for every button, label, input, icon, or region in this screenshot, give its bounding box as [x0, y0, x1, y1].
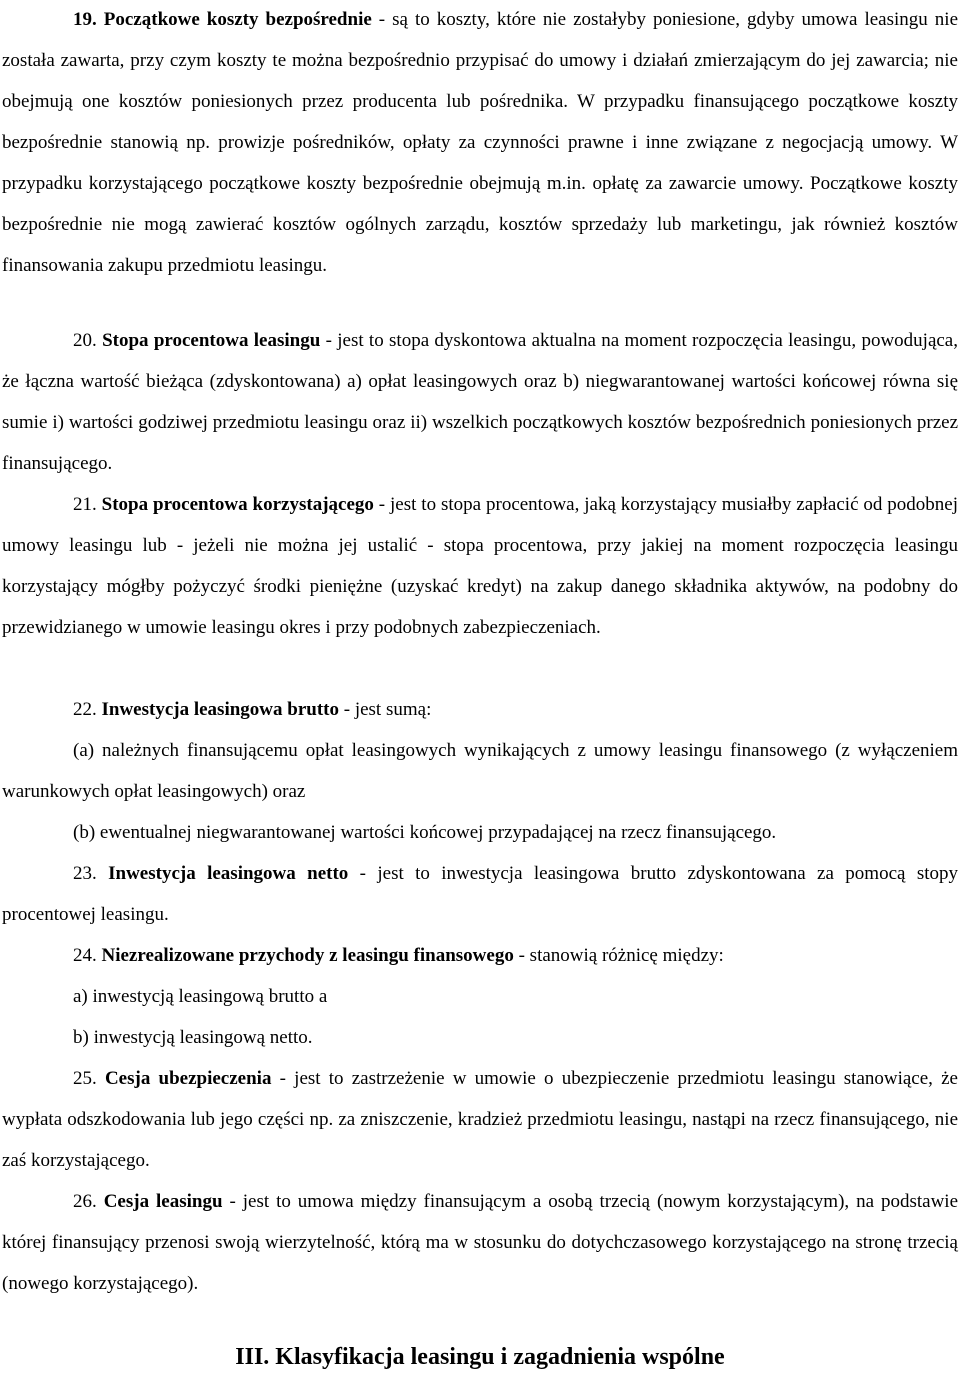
definition-20 — [2, 320, 958, 484]
definition-term: Cesja ubezpieczenia — [104, 1068, 272, 1089]
chapter-heading: III. Klasyfikacja leasingu i zagadnienia wspólne — [235, 1344, 725, 1370]
definition-text: - stanowią różnicę między: — [513, 945, 724, 966]
definition-22-item-a: (a) należnych finansującemu opłat leasingowych wynikających z umowy leasingu finansowego (z wyłączeniem warunkowych opłat leasingowych) oraz — [2, 740, 958, 802]
definition-text: - jest to inwestycja leasingowa brutto zdyskontowana za pomocą stopy procentowej leasingu. — [2, 863, 958, 925]
definition-22 — [2, 689, 958, 730]
definition-number: 23. — [73, 863, 97, 884]
definition-24-item-b: b) inwestycją leasingową netto. — [73, 1027, 313, 1048]
definition-number: 20. — [73, 330, 97, 351]
definition-number: 26. — [73, 1191, 97, 1212]
definition-23 — [2, 853, 958, 935]
definition-term: Początkowe koszty bezpośrednie — [103, 9, 372, 30]
definition-text: - jest to zastrzeżenie w umowie o ubezpieczenie przedmiotu leasingu stanowiące, że wypłata odszkodowania lub jego części np. za zniszczenie, kradzież przedmiotu leasingu, nastąpi na rzecz finansującego, nie zaś korzystającego. — [2, 1068, 958, 1171]
definition-term: Stopa procentowa korzystającego — [101, 494, 374, 515]
definition-term: Stopa procentowa leasingu — [102, 330, 321, 351]
definition-term: Inwestycja leasingowa netto — [108, 863, 349, 884]
definition-24 — [2, 935, 958, 976]
definition-term: Inwestycja leasingowa brutto — [101, 699, 339, 720]
definition-number: 21. — [73, 494, 97, 515]
definition-text: - jest to umowa między finansującym a osobą trzecią (nowym korzystającym), na podstawie której finansujący przenosi swoją wierzytelność, którą ma w stosunku do dotychczasowego korzystającego na stronę trzecią (nowego korzystającego). — [2, 1191, 959, 1294]
definition-number: 25. — [73, 1068, 97, 1089]
definition-number: 24. — [73, 945, 97, 966]
definition-26 — [2, 1181, 958, 1304]
definition-25 — [2, 1058, 958, 1181]
definition-number: 22. — [73, 699, 97, 720]
definition-text: - jest to stopa procentowa, jaką korzystający musiałby zapłacić od podobnej umowy leasingu lub - jeżeli nie można jej ustalić - stopa procentowa, przy jakiej na moment rozpoczęcia leasingu korzystający mógłby pożyczyć środki pieniężne (uzyskać kredyt) na zakup danego składnika aktywów, na podobny do przewidzianego w umowie leasingu okres i przy podobnych zabezpieczeniach. — [2, 494, 959, 638]
definition-number: 19. — [73, 9, 97, 30]
definition-21 — [2, 484, 958, 648]
definition-term: Cesja leasingu — [103, 1191, 223, 1212]
definition-text: - jest sumą: — [339, 699, 432, 720]
definition-19 — [2, 0, 958, 286]
definition-text: - są to koszty, które nie zostałyby poniesione, gdyby umowa leasingu nie została zawarta, przy czym koszty te można bezpośrednio przypisać do umowy i działań zmierzającym do jej zawarcia; nie obejmują one kosztów poniesionych przez producenta lub pośrednika. W przypadku finansującego początkowe koszty bezpośrednie stanowią np. prowizje pośredników, opłaty za czynności prawne i inne związane z negocjacją umowy. W przypadku korzystającego początkowe koszty bezpośrednie obejmują m.in. opłatę za zawarcie umowy. Początkowe koszty bezpośrednie nie mogą zawierać kosztów ogólnych zarządu, kosztów sprzedaży lub marketingu, jak również kosztów finansowania zakupu przedmiotu leasingu. — [2, 9, 958, 276]
definition-text: - jest to stopa dyskontowa aktualna na moment rozpoczęcia leasingu, powodująca, że łączna wartość bieżąca (zdyskontowana) a) opłat leasingowych oraz b) niegwarantowanej wartości końcowej równa się sumie i) wartości godziwej przedmiotu leasingu oraz ii) wszelkich początkowych kosztów bezpośrednich poniesionych przez finansującego. — [2, 330, 958, 474]
definition-22-item-b: (b) ewentualnej niegwarantowanej wartości końcowej przypadającej na rzecz finansującego. — [73, 822, 777, 843]
definition-24-item-a: a) inwestycją leasingową brutto a — [73, 986, 328, 1007]
definition-term: Niezrealizowane przychody z leasingu finansowego — [101, 945, 514, 966]
